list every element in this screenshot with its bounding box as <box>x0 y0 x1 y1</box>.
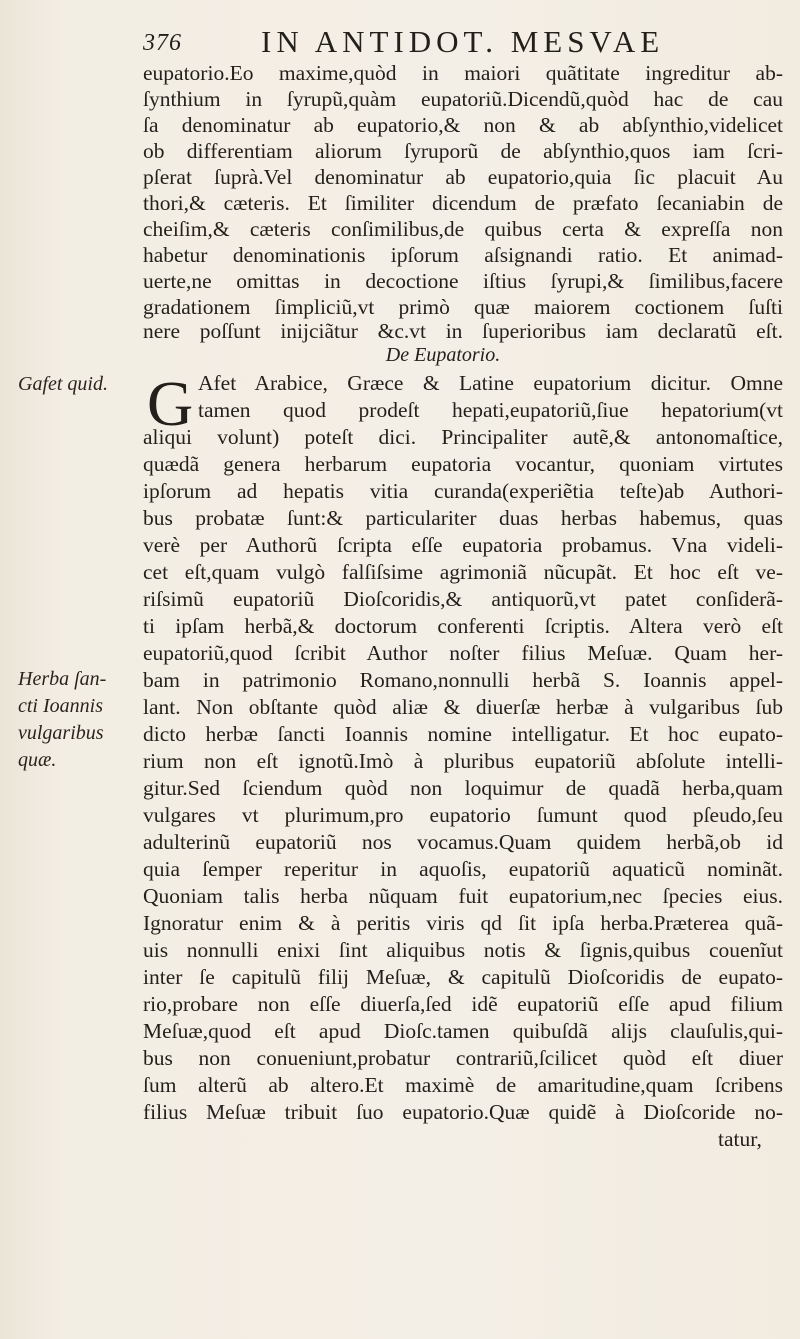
text-line: bus non conueniunt,probatur contrariũ,ſcilicet quòd eſt diuer <box>143 1046 783 1070</box>
text-line: adulterinũ eupatoriũ nos vocamus.Quam quidem herbã,ob id <box>143 830 783 854</box>
text-line: ſa denominatur ab eupatorio,& non & ab abſynthio,videlicet <box>143 113 783 137</box>
text-line: nere poſſunt inijciãtur &c.vt in ſuperioribus iam declaratũ eſt. <box>143 319 783 343</box>
text-line: riſsimũ eupatoriũ Dioſcoridis,& antiquorũ,vt patet conſiderã- <box>143 587 783 611</box>
text-line: quædã genera herbarum eupatoria vocantur, quoniam virtutes <box>143 452 783 476</box>
margin-note: Herba ſan- <box>18 668 107 690</box>
text-line: inter ſe capitulũ filij Meſuæ, & capitulũ Dioſcoridis de eupato- <box>143 965 783 989</box>
text-line: pſerat ſuprà.Vel denominatur ab eupatorio,quia ſic placuit Au <box>143 165 783 189</box>
text-line: cet eſt,quam vulgò falſiſsime agrimoniã nũcupãt. Et hoc eſt ve- <box>143 560 783 584</box>
text-line: ſynthium in ſyrupũ,quàm eupatoriũ.Dicendũ,quòd hac de cau <box>143 87 783 111</box>
text-line: ti ipſam herbã,& doctorum conferenti ſcriptis. Altera verò eſt <box>143 614 783 638</box>
catchword: tatur, <box>718 1127 762 1151</box>
text-line: Ignoratur enim & à peritis viris qd ſit ipſa herba.Præterea quã- <box>143 911 783 935</box>
text-line: vulgares vt plurimum,pro eupatorio ſumunt quod pſeudo,ſeu <box>143 803 783 827</box>
text-line: quia ſemper reperitur in aquoſis, eupatoriũ aquaticũ nominãt. <box>143 857 783 881</box>
text-line: gitur.Sed ſciendum quòd non loquimur de quadã herba,quam <box>143 776 783 800</box>
text-line: rio,probare non eſſe diuerſa,ſed idẽ eupatoriũ eſſe apud filium <box>143 992 783 1016</box>
text-line: tamen quod prodeſt hepati,eupatoriũ,ſiue hepatorium(vt <box>198 398 783 422</box>
text-line: habetur denominationis ipſorum aſsignandi ratio. Et animad- <box>143 243 783 267</box>
text-line: eupatorio.Eo maxime,quòd in maiori quãtitate ingreditur ab- <box>143 61 783 85</box>
text-line: aliqui volunt) poteſt dici. Principaliter autẽ,& antonomaſtice, <box>143 425 783 449</box>
text-line: lant. Non obſtante quòd aliæ & diuerſæ herbæ à vulgaribus ſub <box>143 695 783 719</box>
text-line: bam in patrimonio Romano,nonnulli herbã S. Ioannis appel- <box>143 668 783 692</box>
margin-note: vulgaribus <box>18 722 104 744</box>
text-line: ipſorum ad hepatis vitia curanda(experiẽtia teſte)ab Authori- <box>143 479 783 503</box>
text-line: gradationem ſimpliciũ,vt primò quæ maiorem coctionem ſuſti <box>143 295 783 319</box>
page-header <box>143 18 743 58</box>
drop-cap-initial: G <box>147 368 194 439</box>
text-line: rium non eſt ignotũ.Imò à pluribus eupatoriũ abſolute intelli- <box>143 749 783 773</box>
text-line: Afet Arabice, Græce & Latine eupatorium dicitur. Omne <box>198 371 783 395</box>
text-line: eupatoriũ,quod ſcribit Author noſter filius Meſuæ. Quam her- <box>143 641 783 665</box>
text-line: Quoniam talis herba nũquam fuit eupatorium,nec ſpecies eius. <box>143 884 783 908</box>
text-line: cheiſim,& cæteris conſimilibus,de quibus certa & expreſſa non <box>143 217 783 241</box>
text-line: bus probatæ ſunt:& particulariter duas herbas habemus, quas <box>143 506 783 530</box>
margin-note: cti Ioannis <box>18 695 103 717</box>
running-head: IN ANTIDOT. MESVAE <box>261 24 665 59</box>
text-line: Meſuæ,quod eſt apud Dioſc.tamen quibuſdã alijs clauſulis,qui- <box>143 1019 783 1043</box>
text-line: ob differentiam aliorum ſyruporũ de abſynthio,quos iam ſcri- <box>143 139 783 163</box>
text-line: filius Meſuæ tribuit ſuo eupatorio.Quæ quidẽ à Dioſcoride no- <box>143 1100 783 1124</box>
text-line: ſum alterũ ab altero.Et maximè de amaritudine,quam ſcribens <box>143 1073 783 1097</box>
text-line: uerte,ne omittas in decoctione iſtius ſyrupi,& ſimilibus,facere <box>143 269 783 293</box>
text-line: dicto herbæ ſancti Ioannis nomine intelligatur. Et hoc eupato- <box>143 722 783 746</box>
margin-note: Gafet quid. <box>18 373 108 395</box>
section-heading: De Eupatorio. <box>385 344 501 366</box>
margin-note: quæ. <box>18 749 57 771</box>
text-line: thori,& cæteris. Et ſimiliter dicendum de præfato ſecaniabin de <box>143 191 783 215</box>
page-number: 376 <box>143 30 182 56</box>
text-line: verè per Authorũ ſcripta eſſe eupatoria probamus. Vna videli- <box>143 533 783 557</box>
text-line: uis nonnulli enixi ſint aliquibus notis & ſignis,quibus couenĩut <box>143 938 783 962</box>
